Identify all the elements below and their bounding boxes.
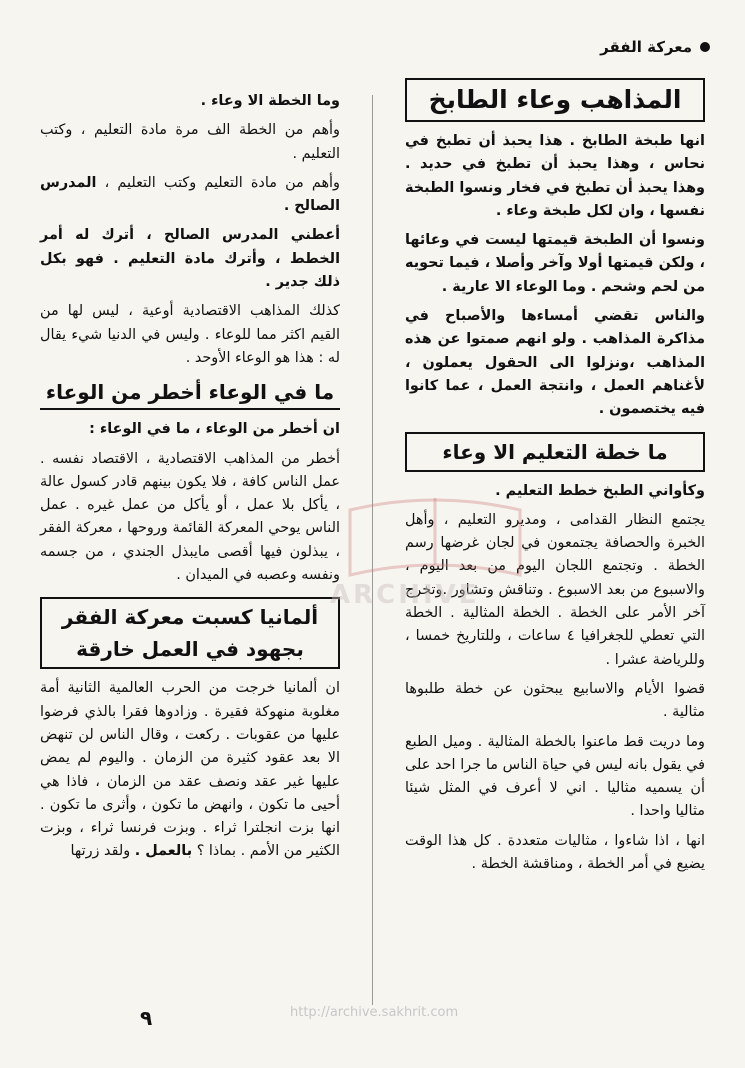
text-run: ولقد زرتها [70, 843, 131, 860]
paragraph: وما الخطة الا وعاء . [200, 93, 340, 109]
running-head [600, 38, 710, 56]
text-run: ان ألمانيا خرجت من الحرب العالمية الثانية أمة مغلوبة منهوكة فقيرة . وزادوها فقرا بالذي فرضوا عليها من عقوبات . ركعت ، وقال الناس لن تنهض الا بعد عقود كثيرة من الزمان . واليوم لم يمض عليها غير عقد ونصف عقد من الزمان ، فاذا هي أحيى ما تكون ، وانهض ما تكون ، وأثرى ما تكون . انها بزت انجلترا ثراء . وبزت فرنسا ثراء ، وبزت الكثير من الأمم . بماذا ؟ [40, 680, 340, 860]
paragraph: انها طبخة الطابخ . هذا يحبذ أن تطبخ في نحاس ، وهذا يحبذ أن تطبخ في حديد . وهذا يحبذ أن تطبخ في فخار ونسوا الطبخة نفسها ، وان لكل طبخة وعاء . [405, 133, 705, 219]
watermark-url: http://archive.sakhrit.com [290, 1005, 459, 1020]
paragraph: انها ، اذا شاءوا ، مثاليات متعددة . كل هذا الوقت يضيع في أمر الخطة ، ومناقشة الخطة . [405, 832, 705, 873]
section-title-doctrines: المذاهب وعاء الطابخ [405, 78, 705, 122]
text-run-bold: المدرس الصالح . [40, 174, 340, 215]
page-number: ٩ [140, 1006, 153, 1030]
paragraph: أعطني المدرس الصالح ، أترك له أمر الخطط ، وأترك مادة التعليم . فهو بكل ذلك جدير . [40, 227, 340, 291]
paragraph-lead: ان أخطر من الوعاء ، ما في الوعاء : [89, 421, 340, 438]
title-line: ألمانيا كسبت معركة الفقر [61, 605, 319, 630]
section-title-education-plan: ما خطة التعليم الا وعاء [405, 432, 705, 472]
text-run-bold: بالعمل . [134, 843, 193, 860]
running-head-title: معركة الفقر [600, 38, 692, 56]
paragraph: ونسوا أن الطبخة قيمتها ليست في وعائها ، ولكن قيمتها أولا وآخر وأصلا ، فيما تحويه من لحم وشحم . وما الوعاء الا عارية . [405, 232, 705, 295]
paragraph [40, 677, 340, 863]
paragraph: قضوا الأيام والاسابيع يبحثون عن خطة طلبوها مثالية . [405, 680, 705, 721]
text-run: وأهم من مادة التعليم وكتب التعليم ، [104, 174, 341, 191]
paragraph [40, 172, 340, 219]
paragraph: وأهم من الخطة الف مرة مادة التعليم ، وكتب التعليم . [40, 122, 340, 162]
paragraph-lead: وكأواني الطبخ خطط التعليم . [495, 482, 705, 499]
title-rule [40, 408, 340, 410]
right-column [405, 78, 705, 882]
title-line: بجهود في العمل خارقة [76, 637, 304, 662]
paragraph: والناس تقضي أمساءها والأصباح في مذاكرة المذاهب . ولو انهم صمتوا عن هذه المذاهب ،ونزلوا الى الحقول يعملون ، لأغناهم العمل ، وانتجة العمل ، عما كانوا فيه يختصمون . [405, 308, 705, 418]
paragraph: وما دريت قط ماعنوا بالخطة المثالية . وميل الطبع في يقول بانه ليس في حياة الناس ما جرا احد على أن يسميه مثاليا . اني لا أعرف في المثل شيئا مثاليا واحدا . [405, 733, 705, 820]
watermark-brand: ARCHIVE [330, 580, 480, 610]
paragraph: كذلك المذاهب الاقتصادية أوعية ، ليس لها من القيم اكثر مما للوعاء . وليس في الدنيا شيء يقال له : هذا هو الوعاء الأوحد . [40, 303, 340, 366]
left-column [40, 90, 340, 870]
bullet-icon [700, 42, 710, 52]
section-title-contents: ما في الوعاء أخطر من الوعاء [45, 380, 335, 405]
column-divider [372, 95, 373, 1005]
paragraph: أخطر من المذاهب الاقتصادية ، الاقتصاد نفسه . عمل الناس كافة ، فلا يكون بينهم قادر كسول عالة ، يأكل بلا عمل ، أو يأكل من عمل غيره . عمل الناس يوحي المعركة القائمة وروحها ، معركة الفقر ، يبذلون فيها أقصى مايبذل الجندي ، من جسمه ونفسه وعصبه في الميدان . [40, 450, 340, 584]
paragraph: يجتمع النظار القدامى ، ومديرو التعليم ، وأهل الخبرة والحصافة يجتمعون في لجان غرضها رسم الخطة . وتجتمع اللجان اليوم من بعد اليوم ، والاسبوع من بعد الاسبوع . وتناقش وتشاور .وتخرج آخر الأمر على الخطة . الخطة المثالية . الخطة التي تعطي للجغرافيا ٤ ساعات ، وللتاريخ خمسا ، وللرياضة عشرا . [405, 511, 705, 668]
section-title-germany [40, 597, 340, 669]
